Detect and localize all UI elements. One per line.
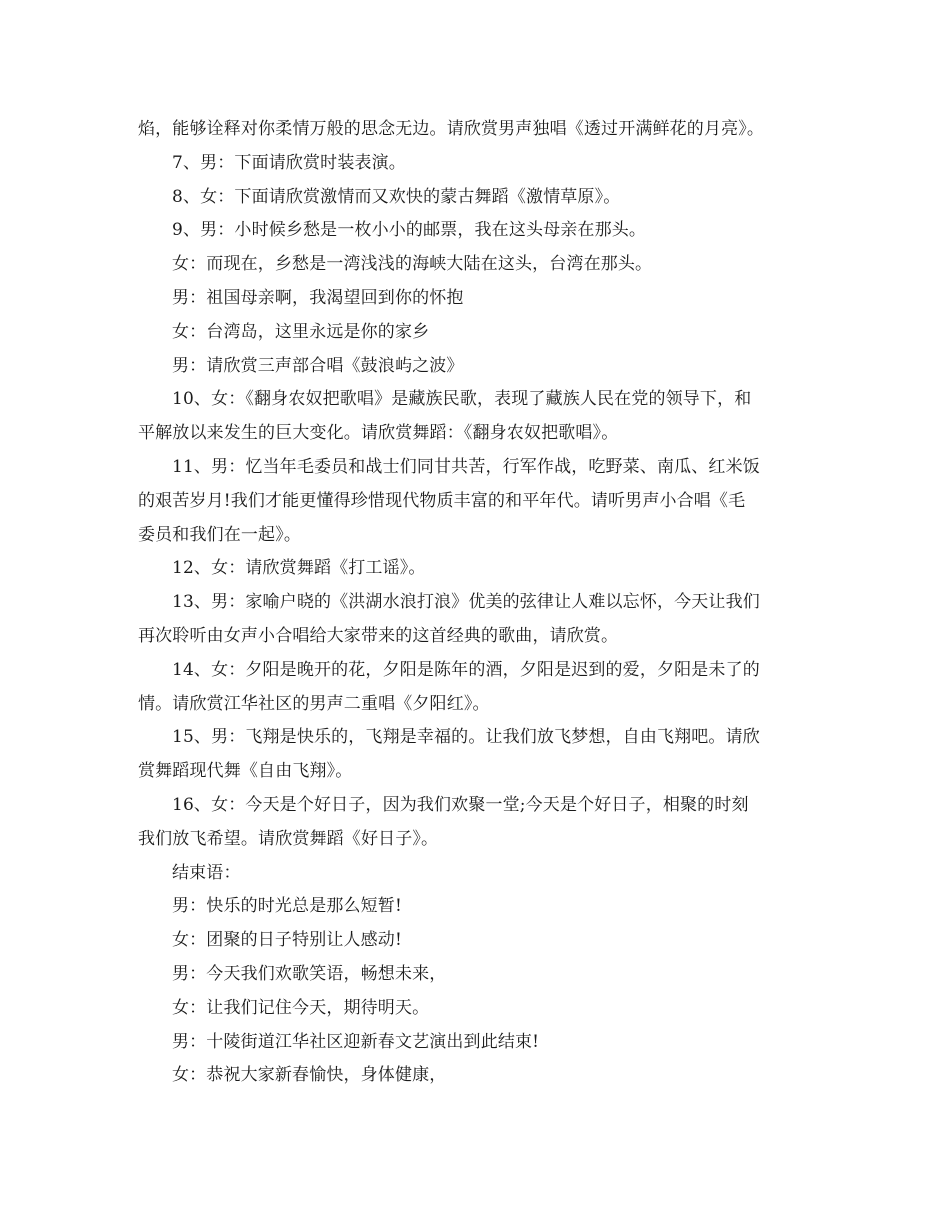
text-line: 13、男：家喻户晓的《洪湖水浪打浪》优美的弦律让人难以忘怀，今天让我们: [172, 592, 760, 613]
text-line: 女：让我们记住今天，期待明天。: [172, 997, 430, 1018]
text-line: 男：请欣赏三声部合唱《鼓浪屿之波》: [172, 355, 464, 376]
text-line: 再次聆听由女声小合唱给大家带来的这首经典的歌曲，请欣赏。: [138, 625, 619, 646]
text-line: 女：恭祝大家新春愉快，身体健康，: [172, 1065, 447, 1086]
text-line: 女：台湾岛，这里永远是你的家乡: [172, 321, 430, 342]
text-line: 赏舞蹈现代舞《自由飞翔》。: [138, 761, 353, 782]
text-line: 女：团聚的日子特别让人感动!: [172, 930, 402, 951]
text-line: 委员和我们在一起》。: [138, 524, 301, 545]
text-line: 平解放以来发生的巨大变化。请欣赏舞蹈：《翻身农奴把歌唱》。: [138, 423, 619, 444]
text-line: 男：快乐的时光总是那么短暂!: [172, 896, 402, 917]
text-line: 女：而现在，乡愁是一湾浅浅的海峡大陆在这头，台湾在那头。: [172, 254, 653, 275]
text-line: 9、男：小时候乡愁是一枚小小的邮票，我在这头母亲在那头。: [172, 220, 647, 241]
text-line: 16、女：今天是个好日子，因为我们欢聚一堂;今天是个好日子，相聚的时刻: [172, 794, 749, 815]
text-line: 8、女：下面请欣赏激情而又欢快的蒙古舞蹈《激情草原》。: [172, 186, 621, 207]
text-line: 的艰苦岁月!我们才能更懂得珍惜现代物质丰富的和平年代。请听男声小合唱《毛: [138, 490, 746, 511]
text-line: 情。请欣赏江华社区的男声二重唱《夕阳红》。: [138, 693, 490, 714]
text-line: 15、男：飞翔是快乐的，飞翔是幸福的。让我们放飞梦想，自由飞翔吧。请欣: [172, 727, 760, 748]
text-line: 结束语：: [172, 862, 241, 883]
text-line: 7、男：下面请欣赏时装表演。: [172, 152, 406, 173]
text-line: 11、男：忆当年毛委员和战士们同甘共苦，行军作战，吃野菜、南瓜、红米饭: [172, 456, 760, 477]
text-line: 男：十陵街道江华社区迎新春文艺演出到此结束!: [172, 1031, 540, 1052]
text-line: 男：祖国母亲啊，我渴望回到你的怀抱: [172, 287, 464, 308]
document-body: [138, 113, 816, 1093]
text-line: 10、女：《翻身农奴把歌唱》是藏族民歌，表现了藏族人民在党的领导下，和: [172, 389, 752, 410]
text-line: 我们放飞希望。请欣赏舞蹈《好日子》。: [138, 828, 439, 849]
text-line: 14、女：夕阳是晚开的花，夕阳是陈年的酒，夕阳是迟到的爱，夕阳是未了的: [172, 659, 760, 680]
text-line: 12、女：请欣赏舞蹈《打工谣》。: [172, 558, 426, 579]
text-line: 男：今天我们欢歌笑语，畅想未来，: [172, 963, 447, 984]
text-line: 焰，能够诠释对你柔情万般的思念无边。请欣赏男声独唱《透过开满鲜花的月亮》。: [138, 119, 765, 139]
